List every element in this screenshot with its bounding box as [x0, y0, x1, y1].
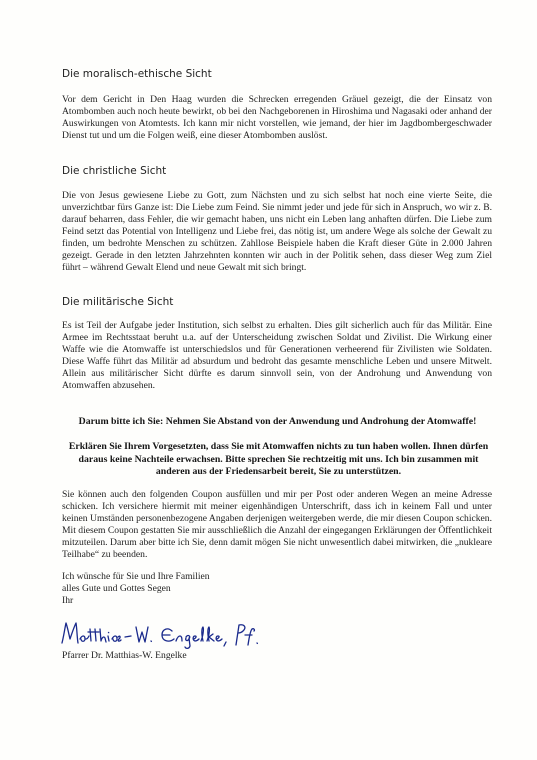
signature-name: Pfarrer Dr. Matthias-W. Engelke: [62, 650, 187, 661]
appeal-body: Erklären Sie Ihrem Vorgesetzten, dass Sie mit Atomwaffen nichts zu tun haben wollen. Ihnen dürfen daraus keine Nachteile erwachsen. Bitte sprechen Sie rechtzeitig mit uns. Ich bin zusammen mit anderen aus der Friedensarbeit bereit, Sie zu unterstützen.: [68, 441, 489, 477]
section-heading-military: Die militärische Sicht: [62, 296, 174, 308]
section-text-moral: Vor dem Gericht in Den Haag wurden die Schrecken erregenden Gräuel gezeigt, die der Einsatz von Atombomben auch noch heute bewirkt, ob bei den Nachgeborenen in Hiroshima und Nagasaki oder anhand der Auswirkungen von Atomtests. Ich kann mir nicht vorstellen, wie jemand, der hier im Jagdbombergeschwader Dienst tut und um die Folgen weiß, eine dieser Atombomben auslöst.: [62, 94, 492, 141]
closing-line-1: Ich wünsche für Sie und Ihre Familien: [62, 571, 210, 582]
section-heading-moral: Die moralisch-ethische Sicht: [62, 68, 212, 80]
section-heading-christian: Die christliche Sicht: [62, 165, 167, 177]
appeal-headline: Darum bitte ich Sie: Nehmen Sie Abstand von der Anwendung und Androhung der Atomwaffe!: [78, 416, 477, 427]
section-text-christian: Die von Jesus gewiesene Liebe zu Gott, zum Nächsten und zu sich selbst hat noch eine vierte Seite, die unverzichtbar fürs Ganze ist: Die Liebe zum Feind. Sie nimmt jeder und jede für sich in Anspruch, wo wir z. B. darauf beharren, dass Fehler, die wir gemacht haben, uns nicht ein Leben lang anhaften dürfen. Die Liebe zum Feind setzt das Potential von Intelligenz und Liebe frei, das nötig ist, um andere Wege als solche der Gewalt zu finden, um bedrohte Menschen zu schützen. Zahllose Beispiele haben die Kraft dieser Güte in 2.000 Jahren gezeigt. Gerade in den letzten Jahrzehnten konnten wir auch in der Politik sehen, dass dieser Weg zum Ziel führt – während Gewalt Elend und neue Gewalt mit sich bringt.: [62, 190, 492, 273]
coupon-paragraph: Sie können auch den folgenden Coupon ausfüllen und mir per Post oder anderen Wegen an meine Adresse schicken. Ich versichere hiermit mit meiner eigenhändigen Unterschrift, dass ich in keinem Fall und unter keinen Umständen personenbezogene Angaben derjenigen weitergeben werde, die mir diesen Coupon schicken. Mit diesem Coupon gestatten Sie mir ausschließlich die Anzahl der eingegangen Erklärungen der Öffentlichkeit mitzuteilen. Darum aber bitte ich Sie, denn damit mögen Sie nicht unwesentlich dabei mitwirken, die „nukleare Teilhabe“ zu beenden.: [62, 489, 492, 560]
section-text-military: Es ist Teil der Aufgabe jeder Institution, sich selbst zu erhalten. Dies gilt sicherlich auch für das Militär. Eine Armee im Rechtsstaat beruht u.a. auf der Unterscheidung zwischen Soldat und Zivilist. Die Wirkung einer Waffe wie die Atomwaffe ist unterschiedslos und für Generationen verheerend für Zivilisten wie Soldaten. Diese Waffe führt das Militär ad absurdum und bedroht das gesamte menschliche Leben und unsere Mitwelt. Allein aus militärischer Sicht dürfte es darum sinnvoll sein, von der Androhung und Anwendung von Atomwaffen abzusehen.: [62, 320, 492, 391]
closing-line-3: Ihr: [62, 595, 74, 606]
closing-block: [62, 571, 210, 607]
handwritten-signature: [60, 617, 280, 651]
closing-line-2: alles Gute und Gottes Segen: [62, 583, 171, 594]
